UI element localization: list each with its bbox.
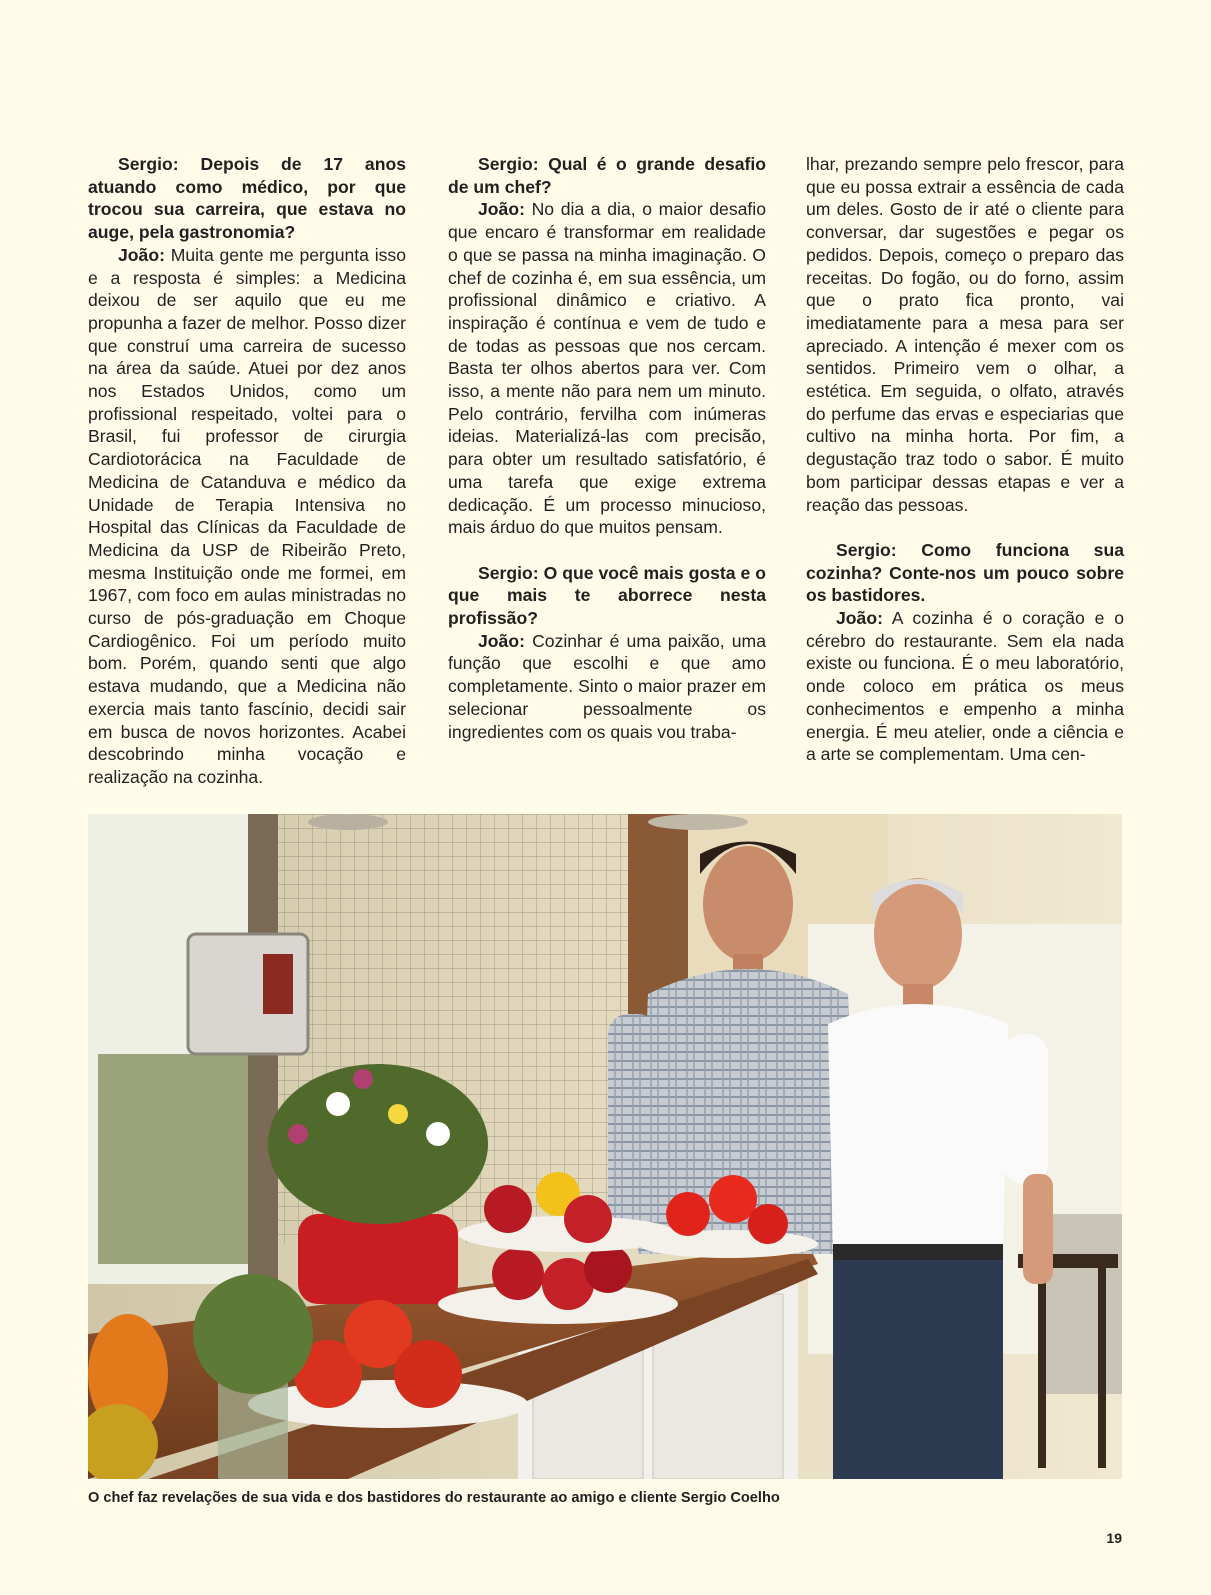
- answer-4: [806, 607, 1124, 766]
- restaurant-photo: [88, 814, 1122, 1479]
- answer-text: A cozinha é o coração e o cérebro do restaurante. Sem ela nada existe ou funciona. É o meu laboratório, onde coloco em prática os meus conhecimentos e empenho a minha energia. É meu atelier, onde a ciência e a arte se complementam. Uma cen-: [806, 608, 1124, 765]
- answer-speaker: João:: [478, 199, 525, 220]
- answer-1: [88, 244, 406, 789]
- text-column-2: [448, 153, 766, 743]
- answer-3: [448, 630, 766, 744]
- question-1: Sergio: Depois de 17 anos atuando como médico, por que trocou sua carreira, que estava no auge, pela gastronomia?: [88, 154, 406, 243]
- text-column-3: [806, 153, 1124, 766]
- photo-caption: O chef faz revelações de sua vida e dos bastidores do restaurante ao amigo e cliente Sergio Coelho: [88, 1490, 780, 1506]
- page-number: 19: [1106, 1530, 1122, 1546]
- answer-text: Muita gente me pergunta isso e a resposta é simples: a Medicina deixou de ser aquilo que eu me propunha a fazer de melhor. Posso dizer que construí uma carreira de sucesso na área da saúde. Atuei por dez anos nos Estados Unidos, como um profissional respeitado, voltei para o Brasil, fui professor de cirurgia Cardiotorácica na Faculdade de Medicina de Catanduva e médico da Unidade de Terapia Intensiva no Hospital das Clínicas da Faculdade de Medicina da USP de Ribeirão Preto, mesma Instituição onde me formei, em 1967, com foco em aulas ministradas no curso de pós-graduação em Choque Cardiogênico. Foi um período muito bom. Porém, quando senti que algo estava mudando, que a Medicina não exercia mais tanto fascínio, decidi sair em busca de novos horizontes. Acabei descobrindo minha vocação e realização na cozinha.: [88, 244, 406, 787]
- text-column-1: [88, 153, 406, 789]
- question-2: Sergio: Qual é o grande desafio de um chef?: [448, 154, 766, 197]
- answer-speaker: João:: [478, 630, 525, 651]
- question-4: Sergio: Como funciona sua cozinha? Conte-nos um pouco sobre os bastidores.: [806, 539, 1124, 606]
- answer-speaker: João:: [118, 244, 165, 265]
- answer-text: Cozinhar é uma paixão, uma função que escolhi e que amo completamente. Sinto o maior prazer em selecionar pessoalmente os ingredientes com os quais vou traba-: [448, 630, 766, 742]
- answer-3-continued: lhar, prezando sempre pelo frescor, para que eu possa extrair a essência de cada um deles. Gosto de ir até o cliente para conversar, dar sugestões e pegar os pedidos. Depois, começo o preparo das receitas. Do fogão, ou do forno, assim que o prato fica pronto, vai imediatamente para a mesa para ser apreciado. A intenção é mexer com os sentidos. Primeiro vem o olhar, a estética. Em seguida, o olfato, através do perfume das ervas e especiarias que cultivo na minha horta. Por fim, a degustação traz todo o sabor. É muito bom participar dessas etapas e ver a reação das pessoas.: [806, 154, 1124, 515]
- answer-speaker: João:: [836, 608, 883, 629]
- question-3: Sergio: O que você mais gosta e o que mais te aborrece nesta profissão?: [448, 562, 766, 629]
- answer-text: No dia a dia, o maior desafio que encaro é transformar em realidade o que se passa na minha imaginação. O chef de cozinha é, em sua essência, um profissional dinâmico e criativo. A inspiração é contínua e vem de tudo e de todas as pessoas que nos cercam. Basta ter olhos abertos para ver. Com isso, a mente não para nem um minuto. Pelo contrário, fervilha com inúmeras ideias. Materializá-las com precisão, para obter um resultado satisfatório, é uma tarefa que exige extrema dedicação. É um processo minucioso, mais árduo do que muitos pensam.: [448, 199, 766, 538]
- answer-2: [448, 198, 766, 539]
